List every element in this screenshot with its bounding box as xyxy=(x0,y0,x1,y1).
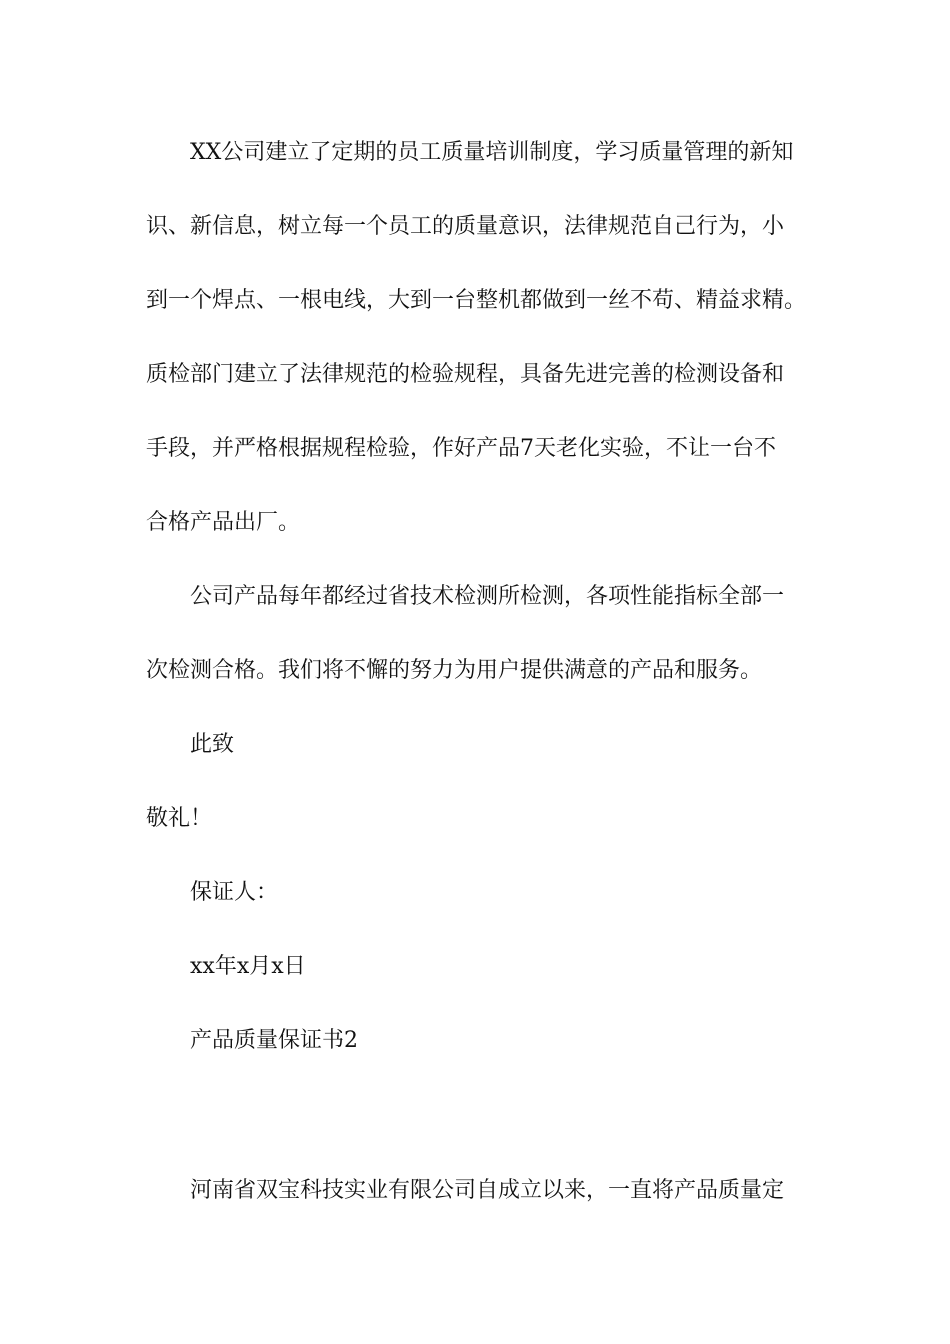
guarantor-label: 保证人： xyxy=(190,880,279,905)
paragraph-3-line-1: 河南省双宝科技实业有限公司自成立以来，一直将产品质量定 xyxy=(190,1178,785,1203)
paragraph-2-line-1: 公司产品每年都经过省技术检测所检测，各项性能指标全部一 xyxy=(190,584,785,609)
paragraph-1-line-6: 合格产品出厂。 xyxy=(146,510,301,535)
date-line: xx年x月x日 xyxy=(190,954,306,979)
paragraph-1-line-5: 手段，并严格根据规程检验，作好产品7天老化实验，不让一台不 xyxy=(146,436,776,461)
closing-salutation: 此致 xyxy=(190,732,235,757)
section-title: 产品质量保证书2 xyxy=(190,1028,358,1053)
paragraph-1-line-4: 质检部门建立了法律规范的检验规程，具备先进完善的检测设备和 xyxy=(146,362,785,387)
paragraph-2-line-2: 次检测合格。我们将不懈的努力为用户提供满意的产品和服务。 xyxy=(146,658,763,683)
paragraph-1-line-1: XX公司建立了定期的员工质量培训制度，学习质量管理的新知 xyxy=(190,140,794,165)
paragraph-1-line-3: 到一个焊点、一根电线，大到一台整机都做到一丝不苟、精益求精。 xyxy=(146,288,807,313)
closing-regards: 敬礼！ xyxy=(146,806,213,831)
paragraph-1-line-2: 识、新信息，树立每一个员工的质量意识，法律规范自己行为，小 xyxy=(146,214,785,239)
